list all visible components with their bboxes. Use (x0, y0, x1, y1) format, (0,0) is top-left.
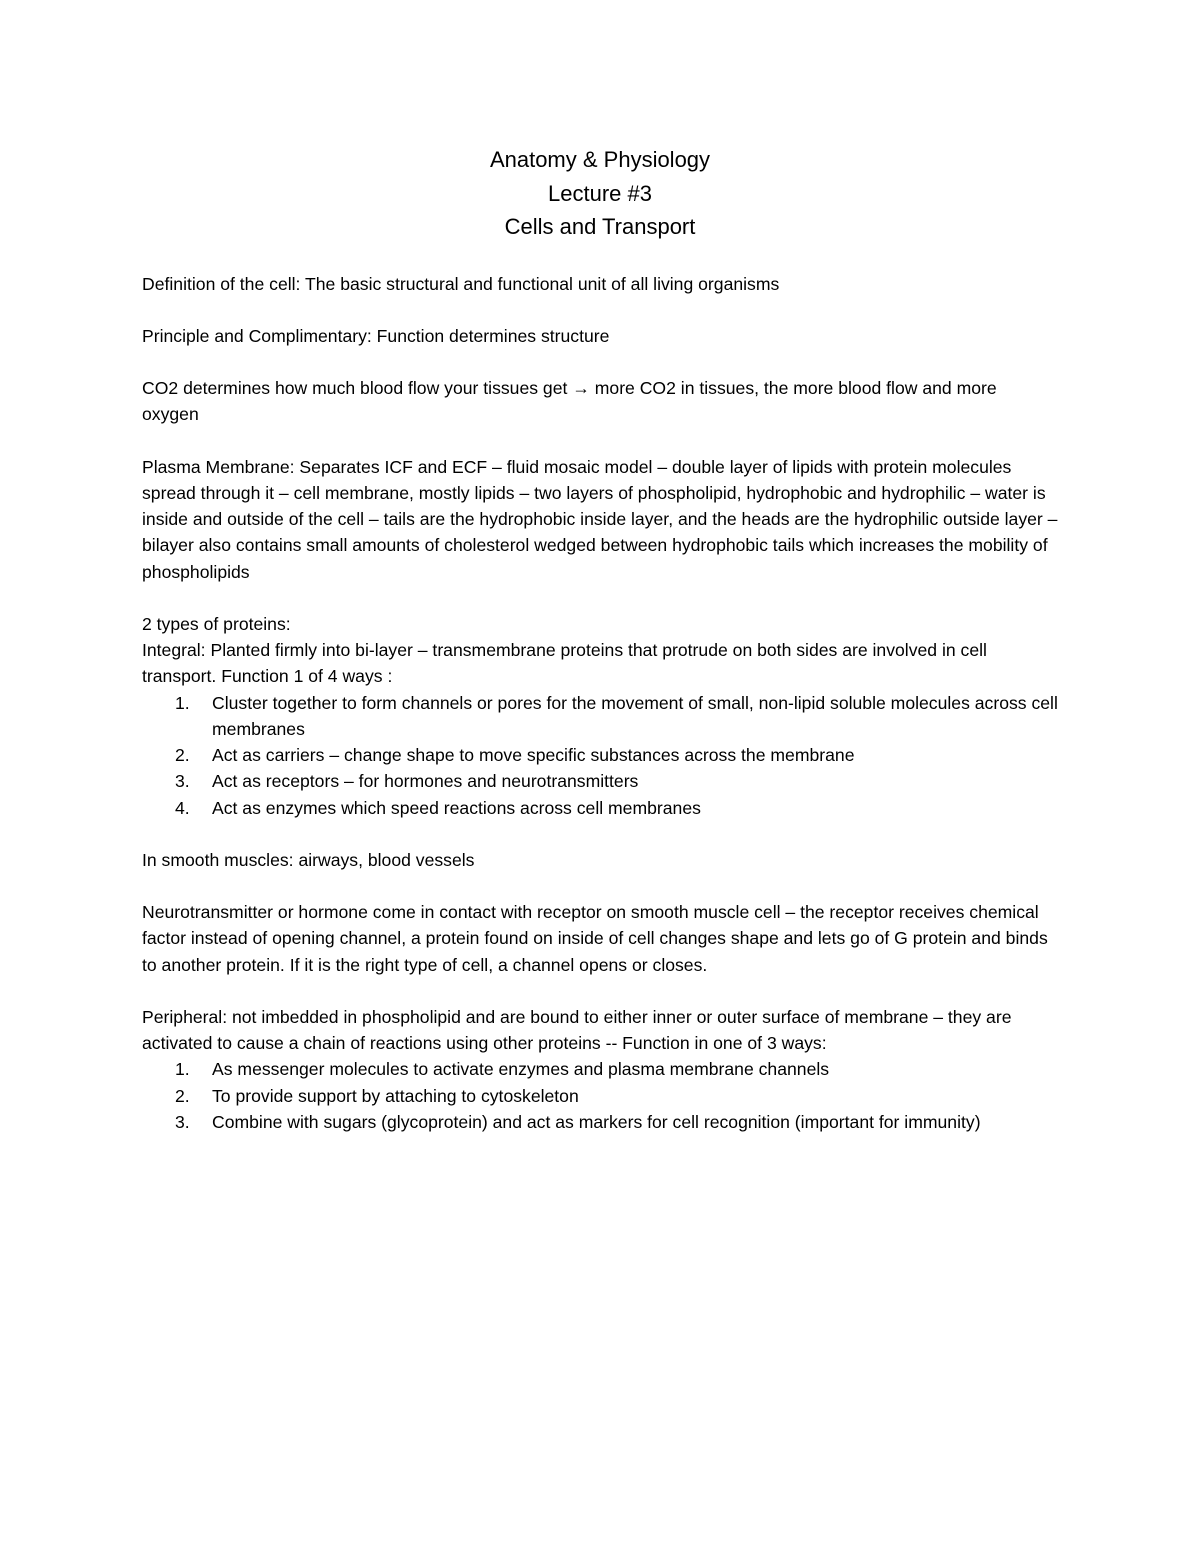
list-item (142, 1109, 1058, 1135)
list-item (142, 742, 1058, 768)
paragraph-smooth-muscles: In smooth muscles: airways, blood vessels (142, 849, 475, 870)
paragraph-principle: Principle and Complimentary: Function determines structure (142, 325, 610, 346)
peripheral-functions-list (142, 1056, 1058, 1135)
proteins-heading: 2 types of proteins: (142, 614, 291, 635)
list-text: To provide support by attaching to cytoskeleton (212, 1085, 579, 1106)
list-number: 2. (175, 745, 190, 766)
paragraph-co2: CO2 determines how much blood flow your tissues get → more CO2 in tissues, the more blood flow and more oxygen (142, 378, 997, 425)
paragraph-definition: Definition of the cell: The basic structural and functional unit of all living organisms (142, 273, 780, 294)
list-number: 2. (175, 1085, 190, 1106)
title-line-topic: Cells and Transport (504, 214, 696, 239)
list-text: Act as enzymes which speed reactions across cell membranes (212, 797, 701, 818)
paragraph-plasma-membrane: Plasma Membrane: Separates ICF and ECF – fluid mosaic model – double layer of lipids with protein molecules spread through it – cell membrane, mostly lipids – two layers of phospholipid, hydrophobic and hydrophilic – water is inside and outside of the cell – tails are the hydrophobic inside layer, and the heads are the hydrophilic outside layer – bilayer also contains small amounts of cholesterol wedged between hydrophobic tails which increases the mobility of phospholipids (142, 456, 1058, 582)
paragraph-peripheral: Peripheral: not imbedded in phospholipid and are bound to either inner or outer surface of membrane – they are activated to cause a chain of reactions using other proteins -- Function in one of 3 ways: (142, 1007, 1012, 1054)
list-text: Combine with sugars (glycoprotein) and act as markers for cell recognition (important for immunity) (212, 1111, 981, 1132)
list-item (142, 1083, 1058, 1109)
list-text: Cluster together to form channels or pores for the movement of small, non-lipid soluble molecules across cell membranes (212, 692, 1058, 739)
list-number: 1. (175, 692, 190, 713)
document-body (142, 143, 1058, 1161)
paragraph-integral: Integral: Planted firmly into bi-layer – transmembrane proteins that protrude on both sides are involved in cell transport. Function 1 of 4 ways : (142, 640, 987, 687)
list-item (142, 768, 1058, 794)
list-item (142, 795, 1058, 821)
list-text: As messenger molecules to activate enzymes and plasma membrane channels (212, 1059, 830, 1080)
list-item (142, 690, 1058, 742)
title-line-lecture: Lecture #3 (548, 180, 652, 206)
integral-functions-list (142, 690, 1058, 821)
list-number: 3. (175, 1111, 190, 1132)
list-text: Act as carriers – change shape to move specific substances across the membrane (212, 745, 855, 766)
title-line-course: Anatomy & Physiology (489, 147, 711, 172)
list-number: 4. (175, 797, 190, 818)
list-text: Act as receptors – for hormones and neurotransmitters (212, 771, 639, 792)
list-item (142, 1056, 1058, 1082)
paragraph-neurotransmitter: Neurotransmitter or hormone come in contact with receptor on smooth muscle cell – the receptor receives chemical factor instead of opening channel, a protein found on inside of cell changes shape and lets go of G protein and binds to another protein. If it is the right type of cell, a channel opens or closes. (142, 902, 1048, 975)
document-title (142, 143, 1058, 244)
list-number: 3. (175, 771, 190, 792)
list-number: 1. (175, 1059, 190, 1080)
